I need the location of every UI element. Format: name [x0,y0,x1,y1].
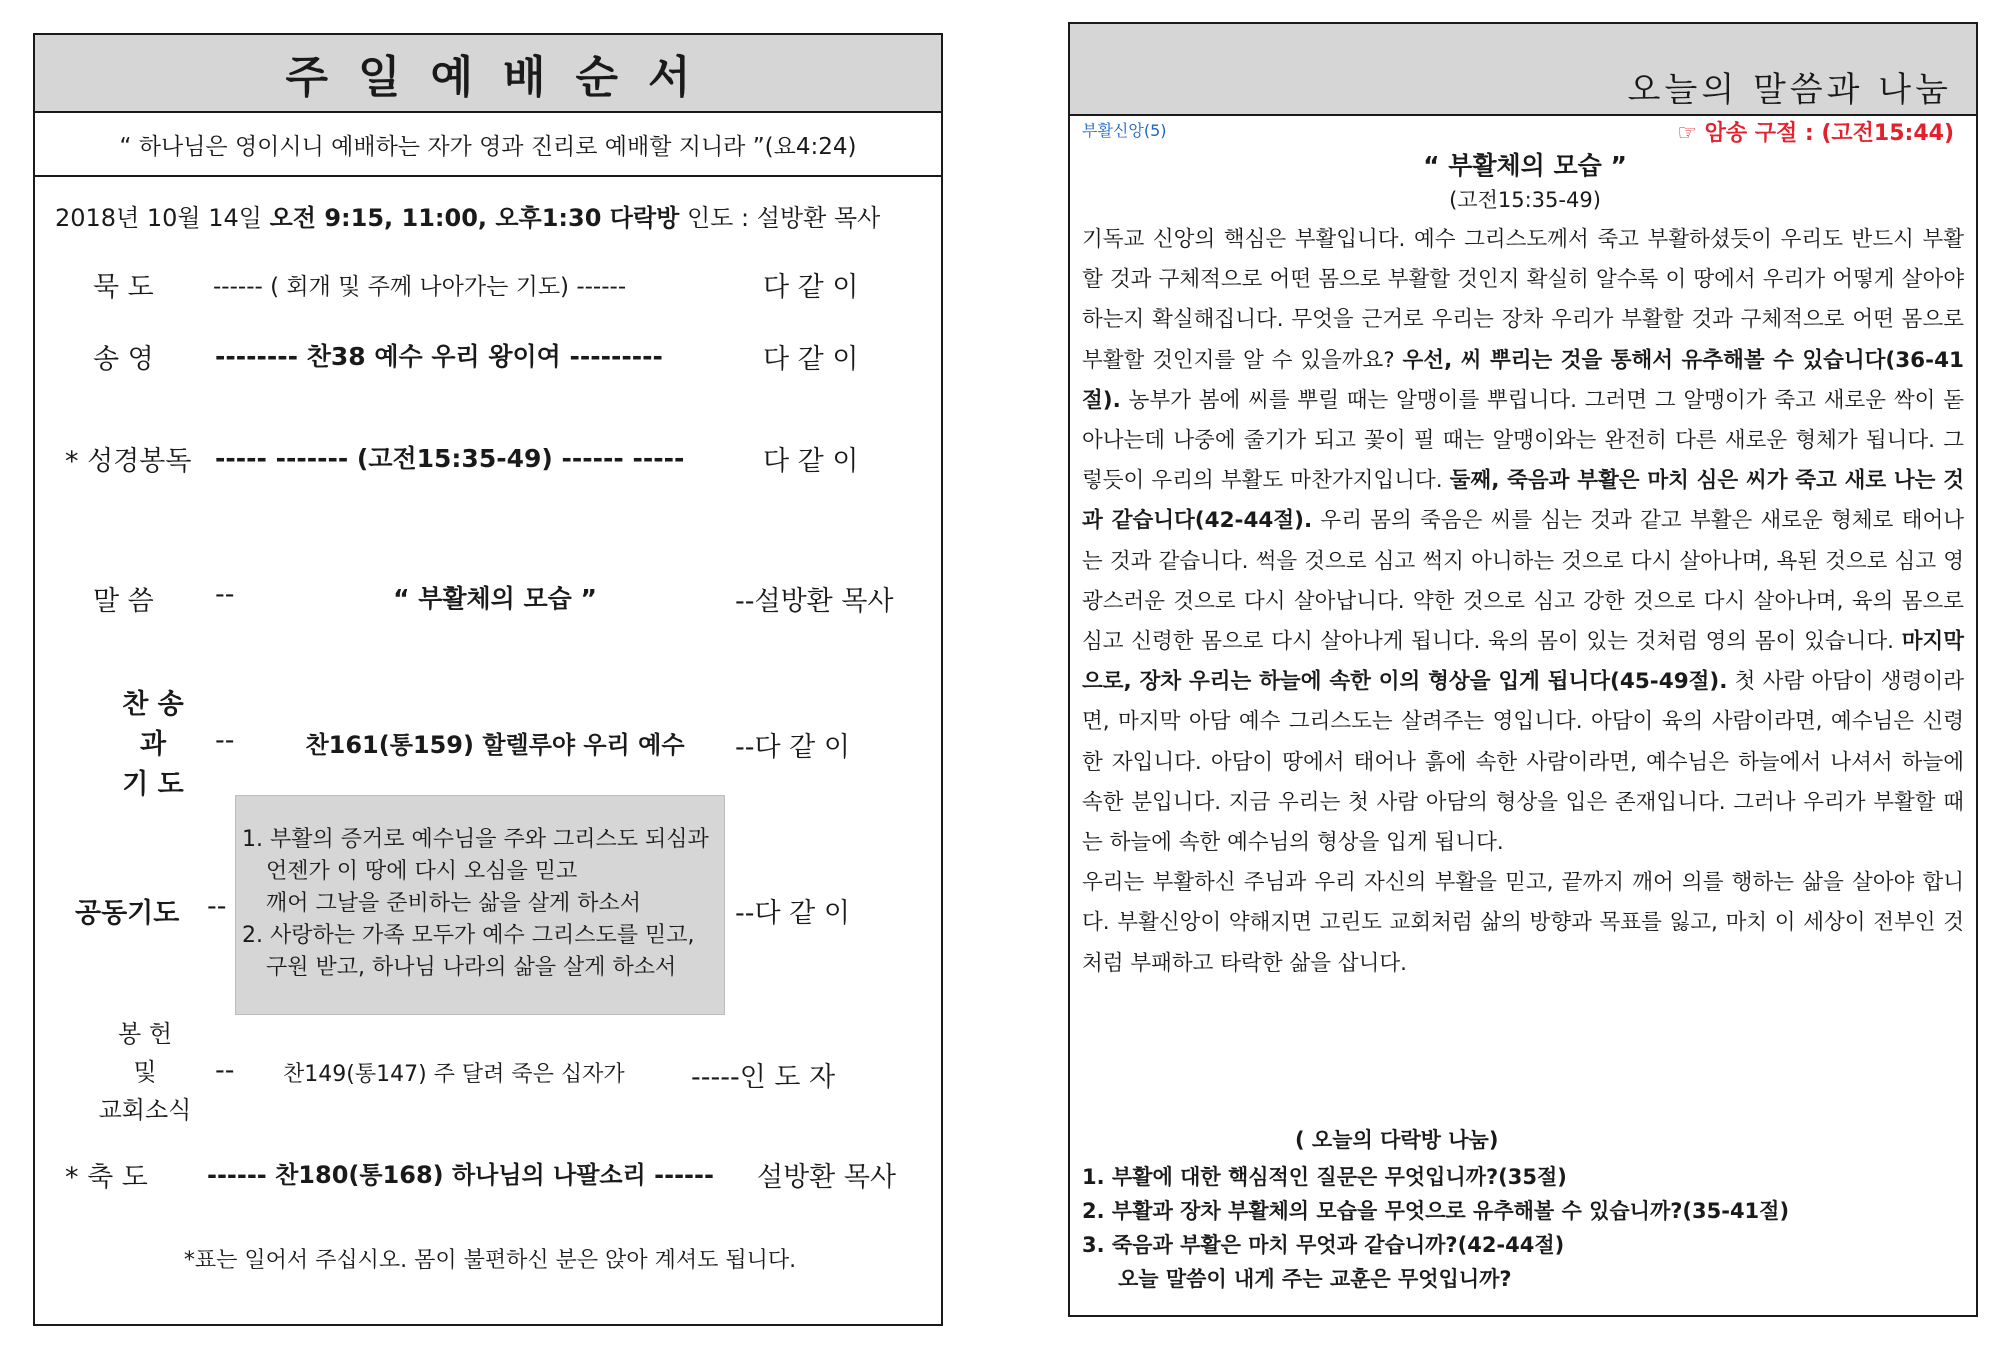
discussion-question: 3. 죽음과 부활은 마치 무엇과 같습니까?(42-44절) [1082,1233,1565,1257]
order-item-content: 찬149(통147) 주 달려 죽은 십자가 [283,1062,625,1087]
common-prayer-box [235,795,725,1015]
order-item-right: --다 같 이 [735,898,850,929]
memory-verse: ☞ 암송 구절 : (고전15:44) [1677,121,1954,146]
discussion-questions [1082,1160,1789,1296]
order-item-label: 봉 헌 및 교회소식 [98,1020,192,1124]
service-date: 2018년 10월 14일 [55,204,262,232]
worship-order-header [35,35,941,113]
prayer-line: 구원 받고, 하나님 나라의 삶을 살게 하소서 [266,955,677,980]
order-item-right: 다 같 이 [763,446,859,477]
order-item-dash: -- [215,1055,235,1086]
order-item-dash: -- [207,891,227,922]
prayer-line: 2. 사랑하는 가족 모두가 예수 그리스도를 믿고, [242,923,695,948]
sermon-reference: (고전15:35-49) [1449,188,1601,212]
sermon-point: 둘째, 죽음과 부활은 마치 심은 씨가 죽고 새로 나는 것과 같습니다(42-44절). [1082,468,1964,534]
order-item-label: * 성경봉독 [65,446,192,477]
discussion-question: 2. 부활과 장차 부활체의 모습을 무엇으로 유추해볼 수 있습니까?(35-41절) [1082,1199,1790,1223]
discussion-question: 1. 부활에 대한 핵심적인 질문은 무엇입니까?(35절) [1082,1165,1567,1189]
sermon-panel-title: 오늘의 말씀과 나눔 [1627,70,1952,110]
series-label: 부활신앙(5) [1082,121,1167,140]
order-item-content: “ 부활체의 모습 ” [393,584,597,613]
prayer-line: 1. 부활의 증거로 예수님을 주와 그리스도 되심과 [242,827,709,852]
order-item-label: * 축 도 [65,1162,148,1193]
order-item-dash: -- [215,725,235,756]
sermon-paragraph: 우리는 부활하신 주님과 우리 자신의 부활을 믿고, 끝까지 깨어 의를 행하는 삶을 살아야 합니다. 부활신앙이 약해지면 고린도 교회처럼 삶의 방향과 목표를 잃고, 마치 이 세상이 전부인 것처럼 부패하고 타락한 삶을 삽니다. [1082,870,1964,976]
worship-order-panel [33,33,943,1326]
order-item-label: 공동기도 [75,898,180,929]
order-item-right: --설방환 목사 [735,586,894,617]
order-item-label: 찬 송 과 기 도 [122,689,184,800]
order-item-content: ------ 찬180(통168) 하나님의 나팔소리 ------ [207,1161,714,1189]
order-item-label: 말 씀 [93,586,154,617]
sermon-point: 마지막으로, 장차 우리는 하늘에 속한 이의 형상을 입게 됩니다(45-49절). [1082,629,1964,695]
order-item-offering [35,1015,945,1125]
sermon-title: “ 부활체의 모습 ” [1423,151,1627,180]
order-item-label: 묵 도 [93,272,154,303]
theme-verse: “ 하나님은 영이시니 예배하는 자가 영과 진리로 예배할 지니라 ”(요4:24) [35,113,941,177]
prayer-line: 언젠가 이 땅에 다시 오심을 믿고 [266,859,578,884]
sermon-paragraph: 기독교 신앙의 핵심은 부활입니다. 예수 그리스도께서 죽고 부활하셨듯이 우리도 반드시 부활할 것과 구체적으로 어떤 몸으로 부활할 것인지 확실히 알수록 이 땅에서 우리가 어떻게 살아야 하는지 확실해집니다. 무엇을 근거로 우리는 장차 우리가 부활할 것과 구체적으로 어떤 몸으로 부활할 것인지를 알 수 있을까요? 우선, 씨 뿌리는 것을 통해서 유추해볼 수 있습니다(36-41절). 농부가 봄에 씨를 뿌릴 때는 알맹이를 뿌립니다. 그러면 그 알맹이가 죽고 새로운 싹이 돋아나는데 나중에 줄기가 되고 꽃이 필 때는 알맹이와는 완전히 다른 새로운 형체가 됩니다. 그렇듯이 우리의 부활도 마찬가지입니다. 둘째, 죽음과 부활은 마치 심은 씨가 죽고 새로 나는 것과 같습니다(42-44절). 우리 몸의 죽음은 씨를 심는 것과 같고 부활은 새로운 형체로 태어나는 것과 같습니다. 썩을 것으로 심고 썩지 아니하는 것으로 다시 살아나며, 욕된 것으로 심고 영광스러운 것으로 다시 살아납니다. 약한 것으로 심고 강한 것으로 다시 살아나며, 육의 몸으로 심고 신령한 몸으로 다시 살아나게 됩니다. 육의 몸이 있는 것처럼 영의 몸이 있습니다. 마지막으로, 장차 우리는 하늘에 속한 이의 형상을 입게 됩니다(45-49절). 첫 사람 아담이 생령이라면, 마지막 아담 예수 그리스도는 살려주는 영입니다. 아담이 육의 사람이라면, 예수님은 신령한 자입니다. 아담이 땅에서 태어나 흙에 속한 사람이라면, 예수님은 하늘에서 나셔서 하늘에 속한 분입니다. 지금 우리는 첫 사람 아담의 형상을 입은 존재입니다. 그러나 우리가 부활할 때는 하늘에 속한 예수님의 형상을 입게 됩니다. [1082,227,1964,856]
order-item-dash: -- [215,579,235,610]
worship-order-title: 주일예배순서 [285,52,721,103]
sermon-panel: 오늘의 말씀과 나눔 부활신앙(5) ☞ 암송 구절 : (고전15:44) “ 부활체의 모습 ” (고전15:35-49) 기독교 신앙의 핵심은 부활입니다. 예수 그리스도께서 죽고 부활하셨듯이 우리도 반드시 부활할 것과 구체적으로 어떤 몸으로 부활할 것인지 확실히 알수록 이 땅에서 우리가 어떻게 살아야 하는지 확실해집니다. 무엇을 근거로 우리는 장차 우리가 부활할 것과 구체적으로 어떤 몸으로 부활할 것인지를 알 수 있을까요? 우선, 씨 뿌리는 것을 통해서 유추해볼 수 있습니다(36-41절). 농부가 봄에 씨를 뿌릴 때는 알맹이를 뿌립니다. 그러면 그 알맹이가 죽고 새로운 싹이 돋아나는데 나중에 줄기가 되고 꽃이 필 때는 알맹이와는 완전히 다른 새로운 형체가 됩니다. 그렇듯이 우리의 부활도 마찬가지입니다. 둘째, 죽음과 부활은 마치 심은 씨가 죽고 새로 나는 것과 같습니다(42-44절). 우리 몸의 죽음은 씨를 심는 것과 같고 부활은 새로운 형체로 태어나는 것과 같습니다. 썩을 것으로 심고 썩지 아니하는 것으로 다시 살아나며, 욕된 것으로 심고 영광스러운 것으로 다시 살아납니다. 약한 것으로 심고 강한 것으로 다시 살아나며, 육의 몸으로 심고 신령한 몸으로 다시 살아나게 됩니다. 육의 몸이 있는 것처럼 영의 몸이 있습니다. 마지막으로, 장차 우리는 하늘에 속한 이의 형상을 입게 됩니다(45-49절). 첫 사람 아담이 생령이라면, 마지막 아담 예수 그리스도는 살려주는 영입니다. 아담이 육의 사람이라면, 예수님은 신령한 자입니다. 아담이 땅에서 태어나 흙에 속한 사람이라면, 예수님은 하늘에서 나셔서 하늘에 속한 분입니다. 지금 우리는 첫 사람 아담의 형상을 입은 존재입니다. 그러나 우리가 부활할 때는 하늘에 속한 예수님의 형상을 입게 됩니다. 우리는 부활하신 주님과 우리 자신의 부활을 믿고, 끝까지 깨어 의를 행하는 삶을 살아야 합니다. 부활신앙이 약해지면 고린도 교회처럼 삶의 방향과 목표를 잃고, 마치 이 세상이 전부인 것처럼 부패하고 타락한 삶을 삽니다. ( 오늘의 다락방 나눔) 1. 부활에 대한 핵심적인 질문은 무엇입니까?(35절) 2. 부활과 장차 부활체의 모습을 무엇으로 유추해볼 수 있습니까?(35-41절) 3. 죽음과 부활은 마치 무엇과 같습니까?(42-44절) 오늘 말씀이 내게 주는 교훈은 무엇입니까? [1068,22,1978,1317]
prayer-line: 깨어 그날을 준비하는 삶을 살게 하소서 [266,891,641,916]
sermon-body [1082,220,1964,984]
order-item-right: --다 같 이 [735,732,850,763]
discussion-question: 오늘 말씀이 내게 주는 교훈은 무엇입니까? [1118,1267,1512,1291]
order-item-content: 찬161(통159) 할렐루야 우리 예수 [305,731,685,759]
sermon-panel-header [1070,24,1976,116]
order-item-label: 송 영 [93,344,154,375]
order-item-right: 다 같 이 [763,344,859,375]
standing-note: *표는 일어서 주십시오. 몸이 불편하신 분은 앉아 계셔도 됩니다. [183,1248,797,1273]
order-item-right: -----인 도 자 [691,1062,836,1093]
order-item-content: -------- 찬38 예수 우리 왕이여 --------- [215,342,663,371]
order-item-content: ------ ( 회개 및 주께 나아가는 기도) ------ [213,274,627,300]
order-item-right: 설방환 목사 [757,1162,896,1193]
order-item-content: ----- ------- (고전15:35-49) ------ ----- [215,444,685,473]
sermon-point: 우선, 씨 뿌리는 것을 통해서 유추해볼 수 있습니다(36-41절). [1082,347,1964,413]
service-leader: 인도 : 설방환 목사 [686,204,881,232]
order-item-right: 다 같 이 [763,272,859,303]
service-info [55,198,880,233]
service-times: 오전 9:15, 11:00, 오후1:30 다락방 [269,204,680,232]
